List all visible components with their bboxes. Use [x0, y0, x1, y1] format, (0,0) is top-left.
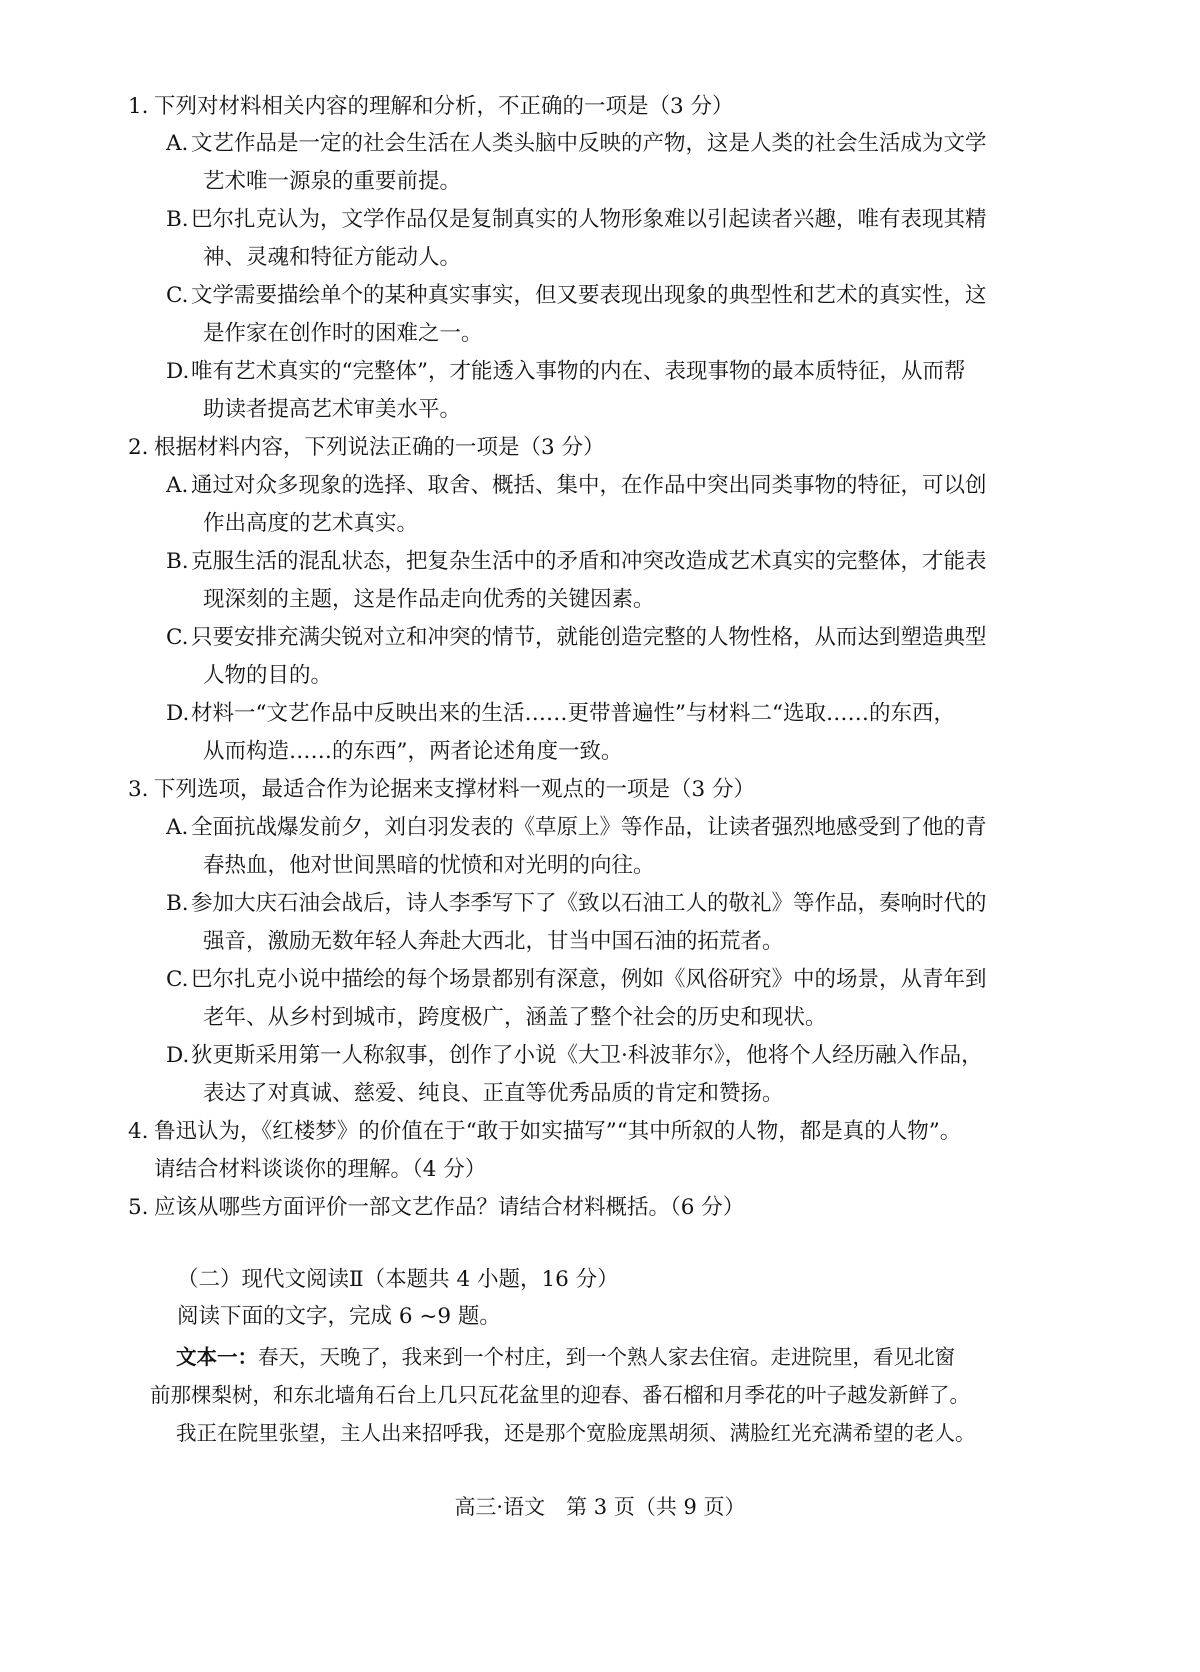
- q1-option-d-label: D.: [166, 359, 190, 384]
- q4-line2: 请结合材料谈谈你的理解。（4 分）: [154, 1157, 487, 1182]
- q1-option-b-label: B.: [166, 207, 189, 232]
- q2-option-d-line2: 从而构造……的东西”，两者论述角度一致。: [203, 739, 623, 764]
- q3-option-a-label: A.: [166, 815, 189, 840]
- q5-number: 5.: [128, 1195, 149, 1220]
- q1-option-d-line1: 唯有艺术真实的“完整体”，才能透入事物的内在、表现事物的最本质特征，从而帮: [191, 359, 966, 384]
- q2-number: 2.: [128, 435, 149, 460]
- q2-option-c-line2: 人物的目的。: [203, 663, 333, 688]
- q1-option-d-line2: 助读者提高艺术审美水平。: [203, 397, 462, 422]
- text1-label: 文本一：: [176, 1345, 258, 1369]
- q3-option-d-line1: 狄更斯采用第一人称叙事，创作了小说《大卫·科波菲尔》，他将个人经历融入作品，: [191, 1043, 983, 1068]
- q1-option-b-line2: 神、灵魂和特征方能动人。: [203, 245, 462, 270]
- q1-option-a-line2: 艺术唯一源泉的重要前提。: [203, 169, 462, 194]
- q3-option-d-label: D.: [166, 1043, 190, 1068]
- q3-option-c-label: C.: [166, 967, 189, 992]
- q1-option-a-line1: 文艺作品是一定的社会生活在人类头脑中反映的产物，这是人类的社会生活成为文学: [191, 131, 987, 156]
- q2-stem: 根据材料内容，下列说法正确的一项是（3 分）: [154, 435, 605, 460]
- q3-option-b-line2: 强音，激励无数年轻人奔赴大西北，甘当中国石油的拓荒者。: [203, 929, 784, 954]
- q2-option-c-line1: 只要安排充满尖锐对立和冲突的情节，就能创造完整的人物性格，从而达到塑造典型: [191, 625, 987, 650]
- q2-option-b-label: B.: [166, 549, 189, 574]
- q3-option-b-label: B.: [166, 891, 189, 916]
- text1-line1: 春天，天晚了，我来到一个村庄，到一个熟人家去住宿。走进院里，看见北窗: [258, 1345, 955, 1369]
- q2-option-a-line2: 作出高度的艺术真实。: [203, 511, 419, 536]
- q4-number: 4.: [128, 1119, 149, 1144]
- q3-stem: 下列选项，最适合作为论据来支撑材料一观点的一项是（3 分）: [154, 777, 756, 802]
- q2-option-b-line2: 现深刻的主题，这是作品走向优秀的关键因素。: [203, 587, 655, 612]
- q2-option-d-line1: 材料一“文艺作品中反映出来的生活……更带普遍性”与材料二“选取……的东西，: [191, 701, 955, 726]
- q3-option-b-line1: 参加大庆石油会战后，诗人李季写下了《致以石油工人的敬礼》等作品，奏响时代的: [191, 891, 987, 916]
- q3-option-a-line1: 全面抗战爆发前夕，刘白羽发表的《草原上》等作品，让读者强烈地感受到了他的青: [191, 815, 987, 840]
- page-footer: 高三·语文 第 3 页（共 9 页）: [454, 1495, 746, 1519]
- q1-option-a-label: A.: [166, 131, 189, 156]
- q1-number: 1.: [128, 94, 149, 119]
- q3-option-d-line2: 表达了对真诚、慈爱、纯良、正直等优秀品质的肯定和赞扬。: [203, 1081, 784, 1106]
- q2-option-c-label: C.: [166, 625, 189, 650]
- q2-option-a-line1: 通过对众多现象的选择、取舍、概括、集中，在作品中突出同类事物的特征，可以创: [191, 473, 987, 498]
- q2-option-a-label: A.: [166, 473, 189, 498]
- q1-option-c-line2: 是作家在创作时的困难之一。: [203, 321, 483, 346]
- q3-option-a-line2: 春热血，他对世间黑暗的忧愤和对光明的向往。: [203, 853, 655, 878]
- q1-option-c-line1: 文学需要描绘单个的某种真实事实，但又要表现出现象的典型性和艺术的真实性，这: [191, 283, 987, 308]
- q4-line1: 鲁迅认为，《红楼梦》的价值在于“敢于如实描写”“其中所叙的人物，都是真的人物”。: [154, 1119, 962, 1144]
- section-instruction: 阅读下面的文字，完成 6 ~9 题。: [177, 1304, 501, 1329]
- text1-line2: 前那棵梨树，和东北墙角石台上几只瓦花盆里的迎春、番石榴和月季花的叶子越发新鲜了。: [150, 1383, 970, 1407]
- q1-stem: 下列对材料相关内容的理解和分析，不正确的一项是（3 分）: [154, 94, 734, 119]
- q3-option-c-line2: 老年、从乡村到城市，跨度极广，涵盖了整个社会的历史和现状。: [203, 1005, 827, 1030]
- q1-option-c-label: C.: [166, 283, 189, 308]
- q3-number: 3.: [128, 777, 149, 802]
- q2-option-b-line1: 克服生活的混乱状态，把复杂生活中的矛盾和冲突改造成艺术真实的完整体，才能表: [191, 549, 987, 574]
- q5-line1: 应该从哪些方面评价一部文艺作品？请结合材料概括。（6 分）: [154, 1195, 745, 1220]
- text1-line3: 我正在院里张望，主人出来招呼我，还是那个宽脸庞黑胡须、满脸红光充满希望的老人。: [176, 1421, 976, 1445]
- q3-option-c-line1: 巴尔扎克小说中描绘的每个场景都别有深意，例如《风俗研究》中的场景，从青年到: [191, 967, 987, 992]
- q2-option-d-label: D.: [166, 701, 190, 726]
- section-title: （二）现代文阅读Ⅱ（本题共 4 小题，16 分）: [177, 1267, 619, 1292]
- q1-option-b-line1: 巴尔扎克认为，文学作品仅是复制真实的人物形象难以引起读者兴趣，唯有表现其精: [191, 207, 987, 232]
